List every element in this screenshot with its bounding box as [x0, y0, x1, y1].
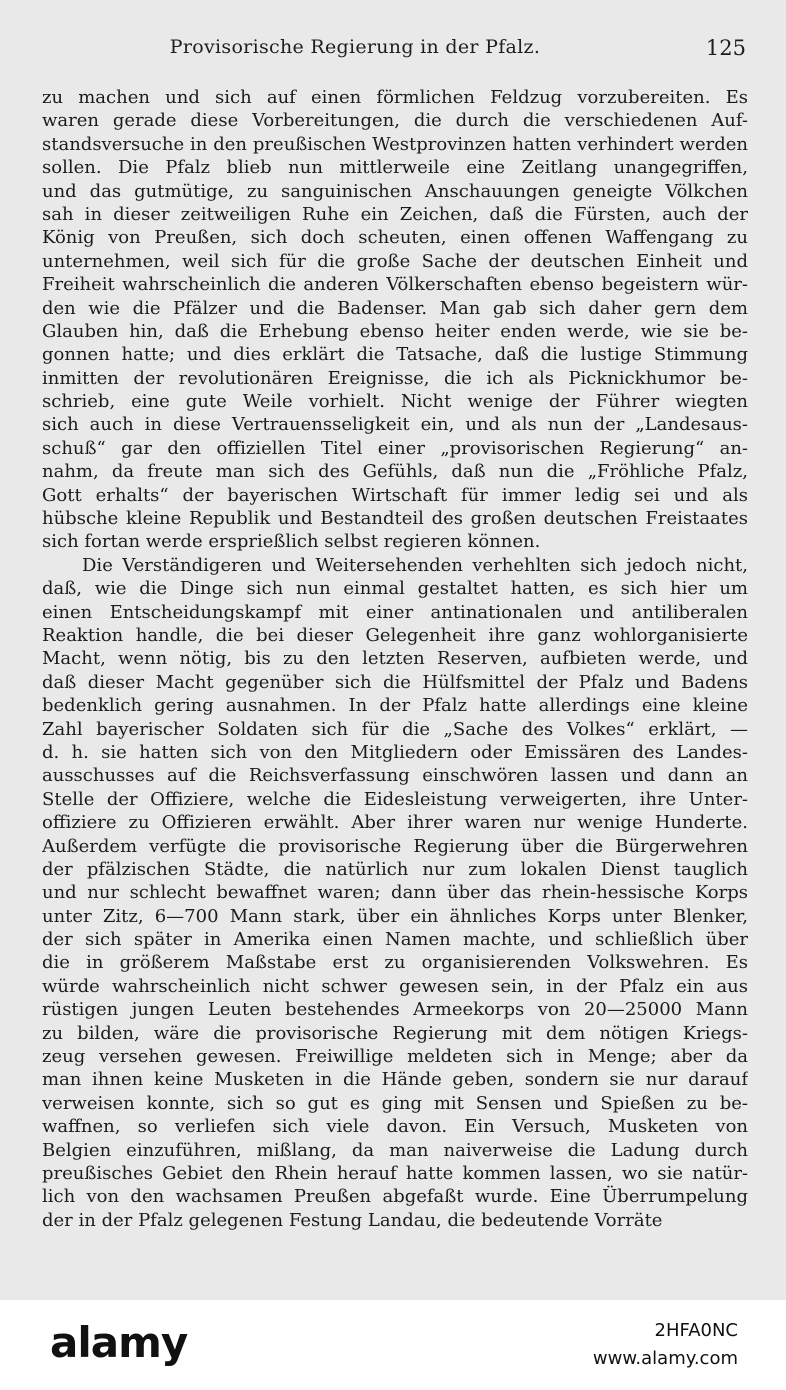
text-line: sollen. Die Pfalz blieb nun mittlerweile eine Zeitlang unangegriffen,	[42, 157, 748, 179]
text-line: sah in dieser zeitweiligen Ruhe ein Zeichen, daß die Fürsten, auch der	[42, 203, 748, 225]
watermark-footer	[0, 1300, 786, 1390]
text-line: Stelle der Offiziere, welche die Eidesleistung verweigerten, ihre Unter-	[42, 788, 748, 810]
text-line: der in der Pfalz gelegenen Festung Landau, die bedeutende Vorräte	[42, 1209, 663, 1231]
text-line: Zahl bayerischer Soldaten sich für die „Sache des Volkes“ erklärt, —	[42, 718, 748, 740]
text-line: sich auch in diese Vertrauensseligkeit ein, und als nun der „Landesaus-	[42, 414, 748, 436]
text-line: offiziere zu Offizieren erwählt. Aber ihrer waren nur wenige Hunderte.	[42, 812, 748, 834]
text-line: würde wahrscheinlich nicht schwer gewesen sein, in der Pfalz ein aus	[42, 975, 748, 997]
text-line: gonnen hatte; und dies erklärt die Tatsache, daß die lustige Stimmung	[42, 344, 748, 366]
text-line: und das gutmütige, zu sanguinischen Anschauungen geneigte Völkchen	[42, 180, 748, 202]
text-line: hübsche kleine Republik und Bestandteil des großen deutschen Freistaates	[42, 508, 748, 530]
text-line: zeug versehen gewesen. Freiwillige meldeten sich in Menge; aber da	[42, 1046, 748, 1068]
text-line: inmitten der revolutionären Ereignisse, die ich als Picknickhumor be-	[42, 367, 748, 389]
text-line: preußisches Gebiet den Rhein herauf hatte kommen lassen, wo sie natür-	[42, 1162, 748, 1184]
text-line: schuß“ gar den offiziellen Titel einer „provisorischen Regierung“ an-	[42, 437, 748, 459]
image-id: 2HFA0NC	[654, 1320, 738, 1341]
text-line: ausschusses auf die Reichsverfassung einschwören lassen und dann an	[42, 765, 748, 787]
text-line: die in größerem Maßstabe erst zu organisierenden Volkswehren. Es	[42, 952, 748, 974]
text-line: verweisen konnte, sich so gut es ging mit Sensen und Spießen zu be-	[42, 1092, 748, 1114]
page-header	[44, 36, 746, 64]
text-line: Außerdem verfügte die provisorische Regierung über die Bürgerwehren	[42, 835, 748, 857]
text-line: schrieb, eine gute Weile vorhielt. Nicht wenige der Führer wiegten	[42, 391, 748, 413]
alamy-logo: alamy	[50, 1318, 188, 1367]
text-line: lich von den wachsamen Preußen abgefaßt wurde. Eine Überrumpelung	[42, 1186, 748, 1208]
text-line: König von Preußen, sich doch scheuten, einen offenen Waffengang zu	[42, 227, 748, 249]
text-line: rüstigen jungen Leuten bestehendes Armeekorps von 20—25000 Mann	[42, 999, 748, 1021]
site-url: www.alamy.com	[592, 1348, 738, 1369]
text-line: unternehmen, weil sich für die große Sache der deutschen Einheit und	[42, 250, 748, 272]
text-line: unter Zitz, 6—700 Mann stark, über ein ähnliches Korps unter Blenker,	[42, 905, 748, 927]
text-line: Gott erhalts“ der bayerischen Wirtschaft für immer ledig sei und als	[42, 484, 748, 506]
text-line: Freiheit wahrscheinlich die anderen Völkerschaften ebenso begeistern wür-	[42, 274, 748, 296]
text-line: nahm, da freute man sich des Gefühls, daß nun die „Fröhliche Pfalz,	[42, 461, 748, 483]
text-line: waffnen, so verliefen sich viele davon. Ein Versuch, Musketen von	[42, 1116, 748, 1138]
text-line: waren gerade diese Vorbereitungen, die durch die verschiedenen Auf-	[42, 110, 748, 132]
text-line: Reaktion handle, die bei dieser Gelegenheit ihre ganz wohlorganisierte	[42, 624, 748, 646]
page-number: 125	[705, 36, 746, 60]
text-line: und nur schlecht bewaffnet waren; dann über das rhein-hessische Korps	[42, 882, 748, 904]
text-line: zu bilden, wäre die provisorische Regierung mit dem nötigen Kriegs-	[42, 1022, 748, 1044]
text-line: Belgien einzuführen, mißlang, da man naiverweise die Ladung durch	[42, 1139, 748, 1161]
text-line: man ihnen keine Musketen in die Hände geben, sondern sie nur darauf	[42, 1069, 748, 1091]
running-title: Provisorische Regierung in der Pfalz.	[169, 36, 541, 58]
text-line: Die Verständigeren und Weitersehenden verhehlten sich jedoch nicht,	[82, 554, 748, 576]
text-line: bedenklich gering ausnahmen. In der Pfalz hatte allerdings eine kleine	[42, 695, 748, 717]
text-line: daß dieser Macht gegenüber sich die Hülfsmittel der Pfalz und Badens	[42, 671, 748, 693]
text-line: einen Entscheidungskampf mit einer antinationalen und antiliberalen	[42, 601, 748, 623]
text-line: zu machen und sich auf einen förmlichen Feldzug vorzubereiten. Es	[42, 87, 748, 108]
text-line: Macht, wenn nötig, bis zu den letzten Reserven, aufbieten werde, und	[42, 648, 748, 670]
text-line: der sich später in Amerika einen Namen machte, und schließlich über	[42, 929, 748, 951]
text-line: den wie die Pfälzer und die Badenser. Man gab sich daher gern dem	[42, 297, 748, 319]
body-text	[42, 86, 748, 1232]
text-line: Glauben hin, daß die Erhebung ebenso heiter enden werde, wie sie be-	[42, 320, 748, 342]
text-line: der pfälzischen Städte, die natürlich nur zum lokalen Dienst tauglich	[42, 858, 748, 880]
text-line: standsversuche in den preußischen Westprovinzen hatten verhindert werden	[42, 133, 748, 155]
text-line: sich fortan werde ersprießlich selbst regieren können.	[42, 531, 541, 553]
text-line: daß, wie die Dinge sich nun einmal gestaltet hatten, es sich hier um	[42, 578, 748, 600]
text-line: d. h. sie hatten sich von den Mitgliedern oder Emissären des Landes-	[42, 741, 748, 763]
